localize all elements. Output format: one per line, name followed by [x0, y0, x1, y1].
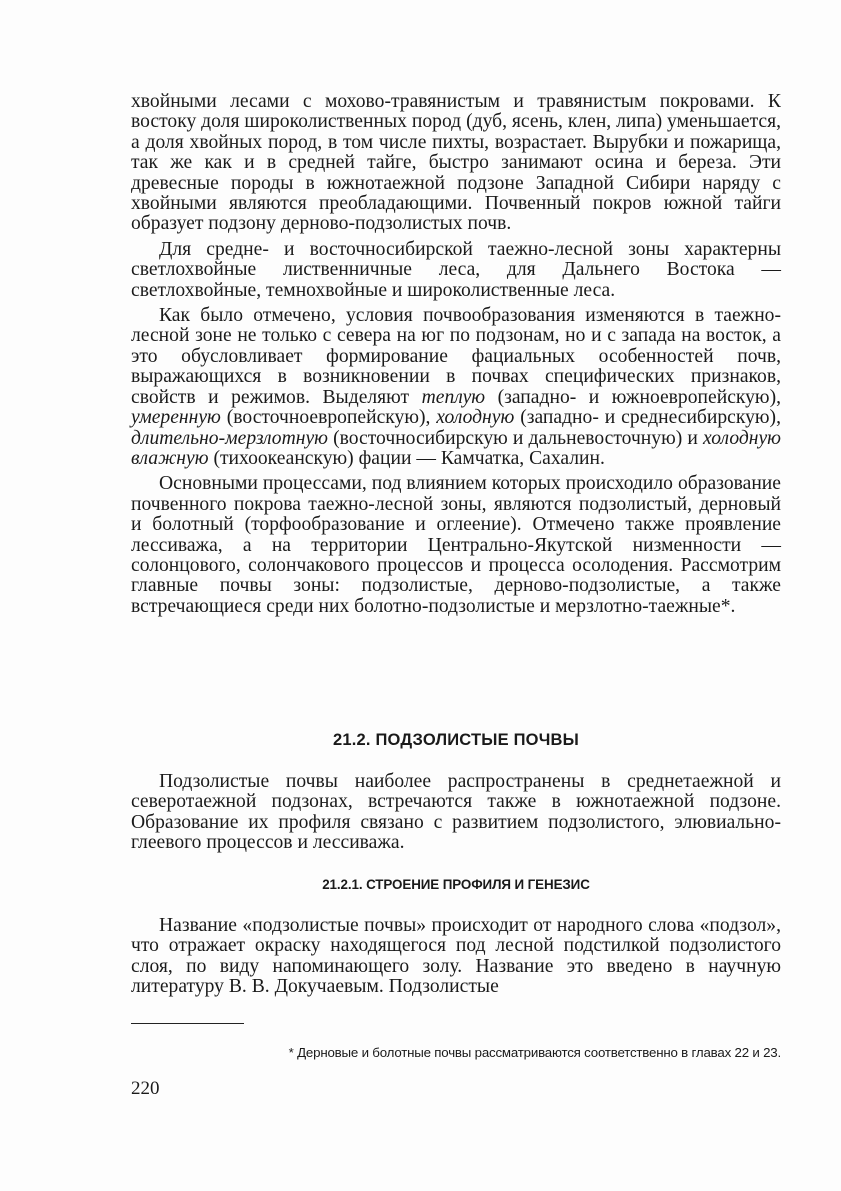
- italic-term: теплую: [421, 386, 486, 408]
- italic-term: длительно-мерзлотную: [131, 427, 328, 449]
- paragraph: [131, 916, 781, 998]
- text-run: Основными процессами, под влиянием которых происходило образование почвенного покрова таежно-лесной зоны, являются подзолистый, дерновый и болотный (торфообразование и оглеение). Отмечено также проявление лессиважа, а на территории Центрально-Якутской низменности — солонцового, солончакового процессов и процесса осолодения. Рассмотрим главные почвы зоны: подзолистые, дерново-подзолистые, а также встречающиеся среди них болотно-подзолистые и мерзлотно-таежные*.: [131, 473, 781, 617]
- paragraph: [131, 240, 781, 301]
- text-run: (восточноевропейскую),: [220, 407, 437, 429]
- italic-term: умеренную: [131, 407, 221, 429]
- paragraph: [131, 772, 781, 854]
- italic-term: холодную: [436, 407, 515, 429]
- text-run: (восточносибирскую и дальневосточную) и: [327, 427, 704, 449]
- section-21-1-continued: [131, 92, 781, 622]
- text-run: Как было отмечено, условия почвообразования изменяются в таежно-лесной зоне не только с севера на юг по подзонам, но и с запада на восток, а это обусловливает формирование фациальных особенностей почв, выражающихся в возникновении в почвах специфических признаков, свойств и режимов. Выделяют: [131, 305, 781, 408]
- footnote: * Дерновые и болотные почвы рассматриваются соответственно в главах 22 и 23.: [288, 1045, 781, 1060]
- text-run: хвойными лесами с мохово-травянистым и травянистым покровами. К востоку доля широколиственных пород (дуб, ясень, клен, липа) уменьшается, а доля хвойных пород, в том числе пихты, возрастает. Вырубки и пожарища, так же как и в средней тайге, быстро занимают осина и береза. Эти древесные породы в южнотаежной подзоне Западной Сибири наряду с хвойными являются преобладающими. Почвенный покров южной тайги образует подзону дерново-подзолистых почв.: [131, 91, 781, 235]
- text-run: Для средне- и восточносибирской таежно-лесной зоны характерны светлохвойные лиственничные леса, для Дальнего Востока — светлохвойные, темнохвойные и широколиственные леса.: [131, 238, 781, 301]
- text-run: Подзолистые почвы наиболее распространены в среднетаежной и северотаежной подзонах, встречаются также в южнотаежной подзоне. Образование их профиля связано с развитием подзолистого, элювиально-глеевого процессов и лессиважа.: [131, 771, 781, 854]
- text-run: (западно- и среднесибирскую),: [514, 407, 781, 429]
- paragraph: [131, 474, 781, 617]
- paragraph: [131, 92, 781, 235]
- italic-term: холодную влажную: [131, 427, 781, 469]
- footnote-separator: [131, 1023, 244, 1024]
- text-run: Название «подзолистые почвы» происходит от народного слова «подзол», что отражает окраску находящегося под лесной подстилкой подзолистого слоя, по виду напоминающего золу. Название это введено в научную литературу В. В. Докучаевым. Подзолистые: [131, 915, 781, 998]
- subsection-21-2-1-body: [131, 916, 781, 1003]
- page-number: 220: [131, 1078, 160, 1099]
- section-heading-21-2: 21.2. ПОДЗОЛИСТЫЕ ПОЧВЫ: [333, 731, 579, 749]
- text-run: (тихоокеанскую) фации — Камчатка, Сахалин.: [208, 447, 605, 469]
- subsection-heading-21-2-1: 21.2.1. СТРОЕНИЕ ПРОФИЛЯ И ГЕНЕЗИС: [322, 877, 590, 892]
- section-21-2-body: [131, 772, 781, 859]
- text-run: (западно- и южноевропейскую),: [485, 386, 781, 408]
- paragraph: [131, 306, 781, 469]
